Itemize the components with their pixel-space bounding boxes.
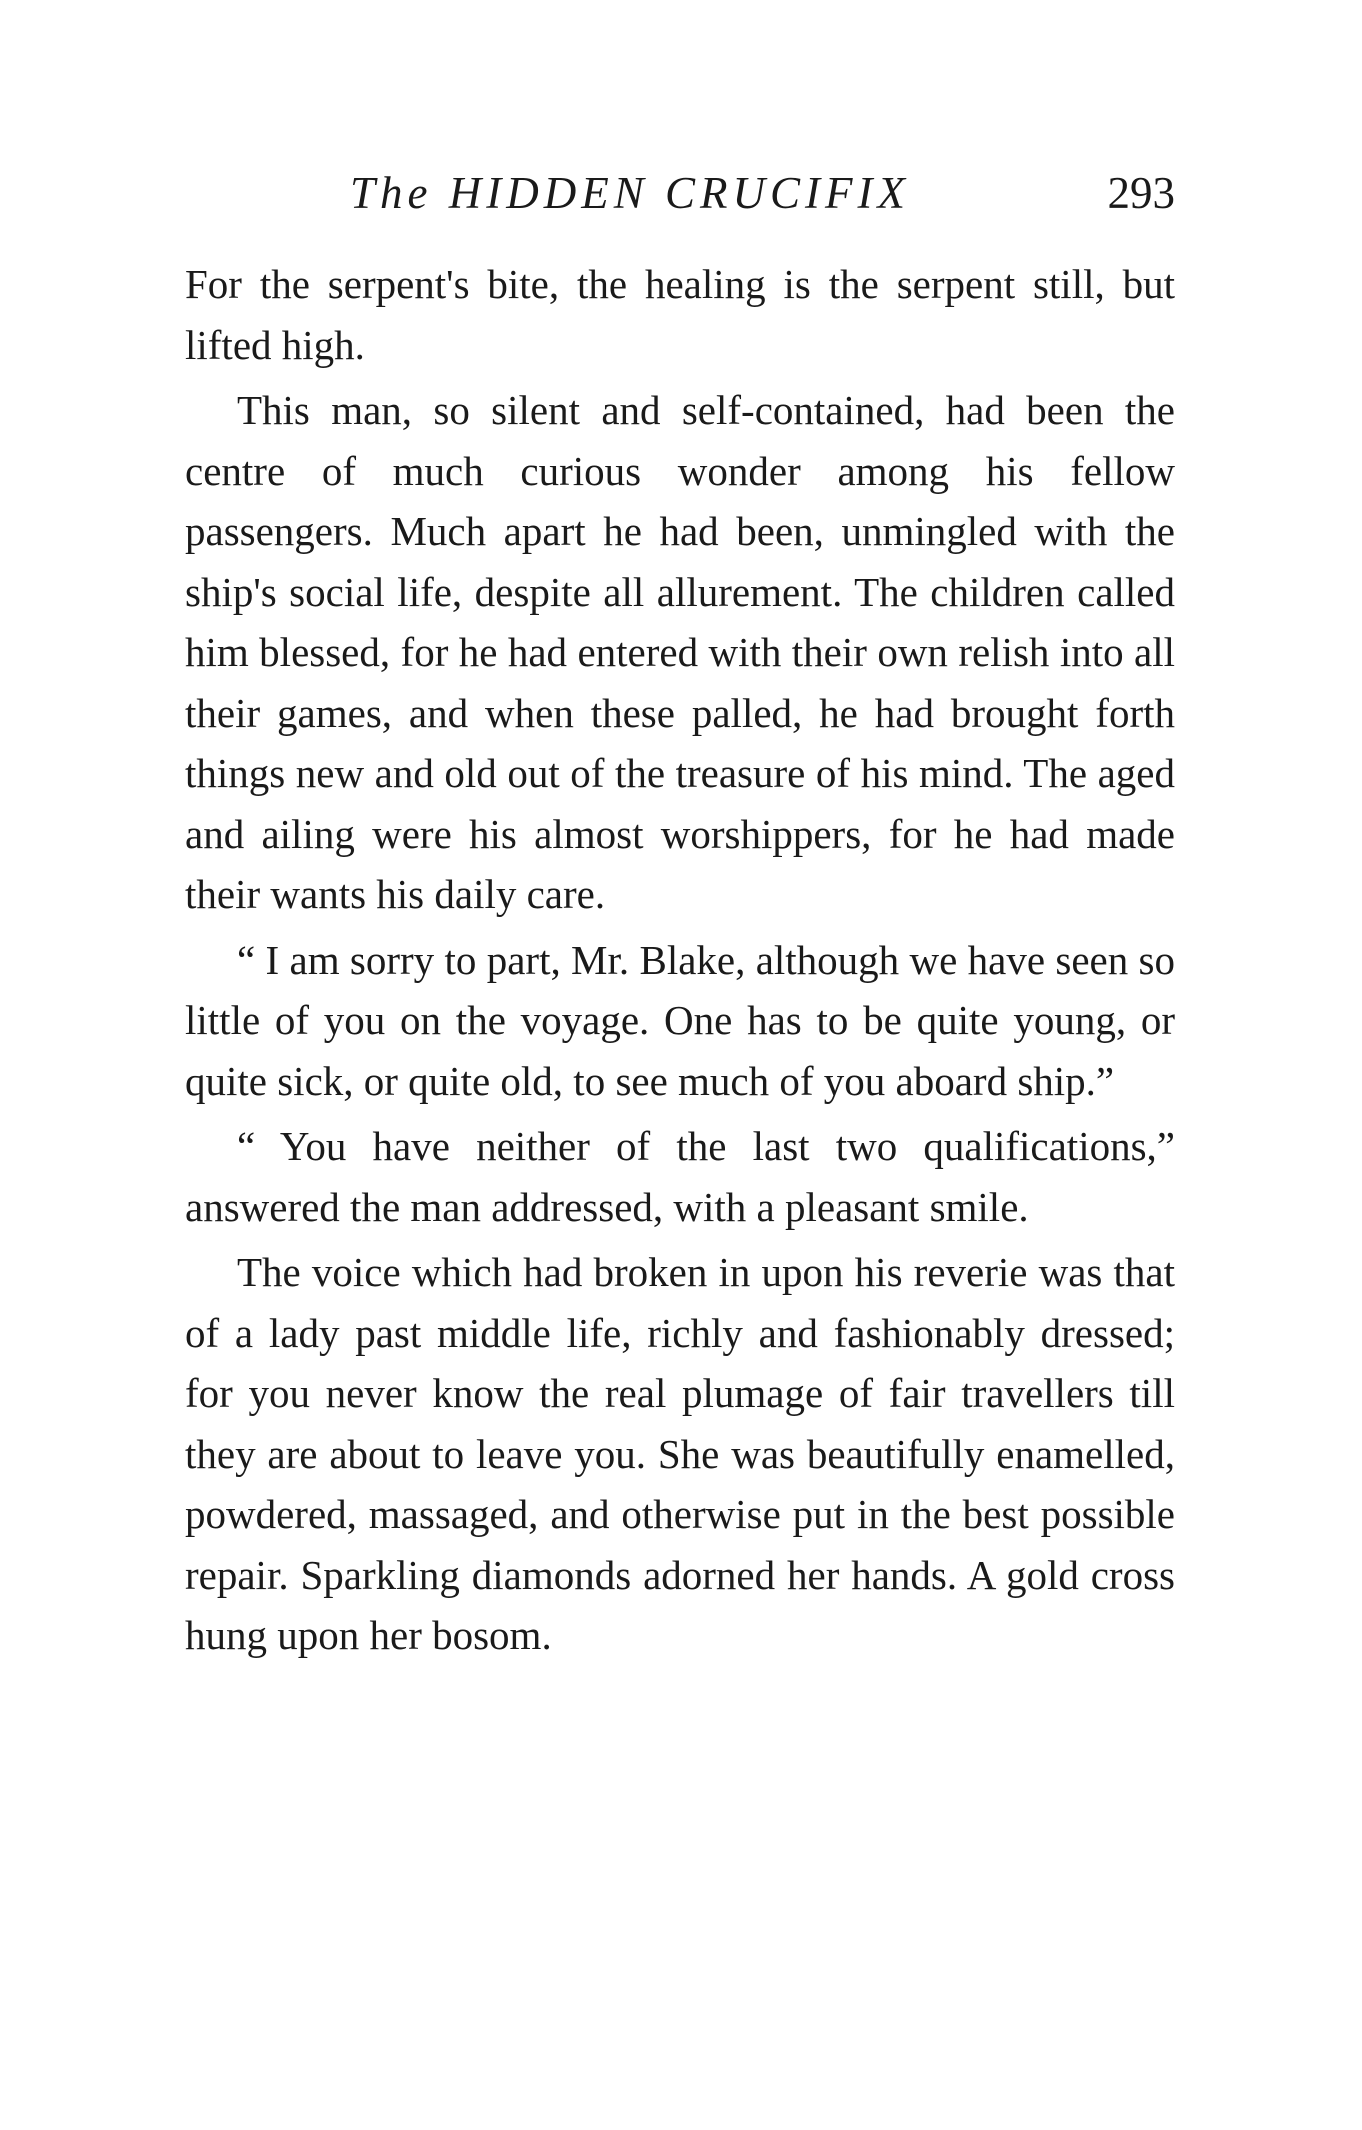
- paragraph: This man, so silent and self-contained, had been the centre of much curious wonder among his fellow passengers. Much apart he had been, unmingled with the ship's social life, despite all allurement. The children called him blessed, for he had entered with their own relish into all their games, and when these palled, he had brought forth things new and old out of the treasure of his mind. The aged and ailing were his almost worshippers, for he had made their wants his daily care.: [185, 387, 1175, 917]
- paragraph: “ You have neither of the last two qualifications,” answered the man addressed, with a pleasant smile.: [185, 1123, 1175, 1230]
- running-title: The HIDDEN CRUCIFIX: [350, 168, 910, 218]
- paragraph: For the serpent's bite, the healing is the serpent still, but lifted high.: [185, 261, 1175, 368]
- paragraph: “ I am sorry to part, Mr. Blake, although we have seen so little of you on the voyage. One has to be quite young, or quite sick, or quite old, to see much of you aboard ship.”: [185, 936, 1175, 1104]
- running-head: [185, 163, 1175, 223]
- page-number: 293: [1107, 168, 1175, 218]
- paragraph: The voice which had broken in upon his reverie was that of a lady past middle life, richly and fashionably dressed; for you never know the real plumage of fair travellers till they are about to leave you. She was beautifully enamelled, powdered, massaged, and otherwise put in the best possible repair. Sparkling diamonds adorned her hands. A gold cross hung upon her bosom.: [185, 1249, 1175, 1658]
- body-text: [185, 254, 1175, 1671]
